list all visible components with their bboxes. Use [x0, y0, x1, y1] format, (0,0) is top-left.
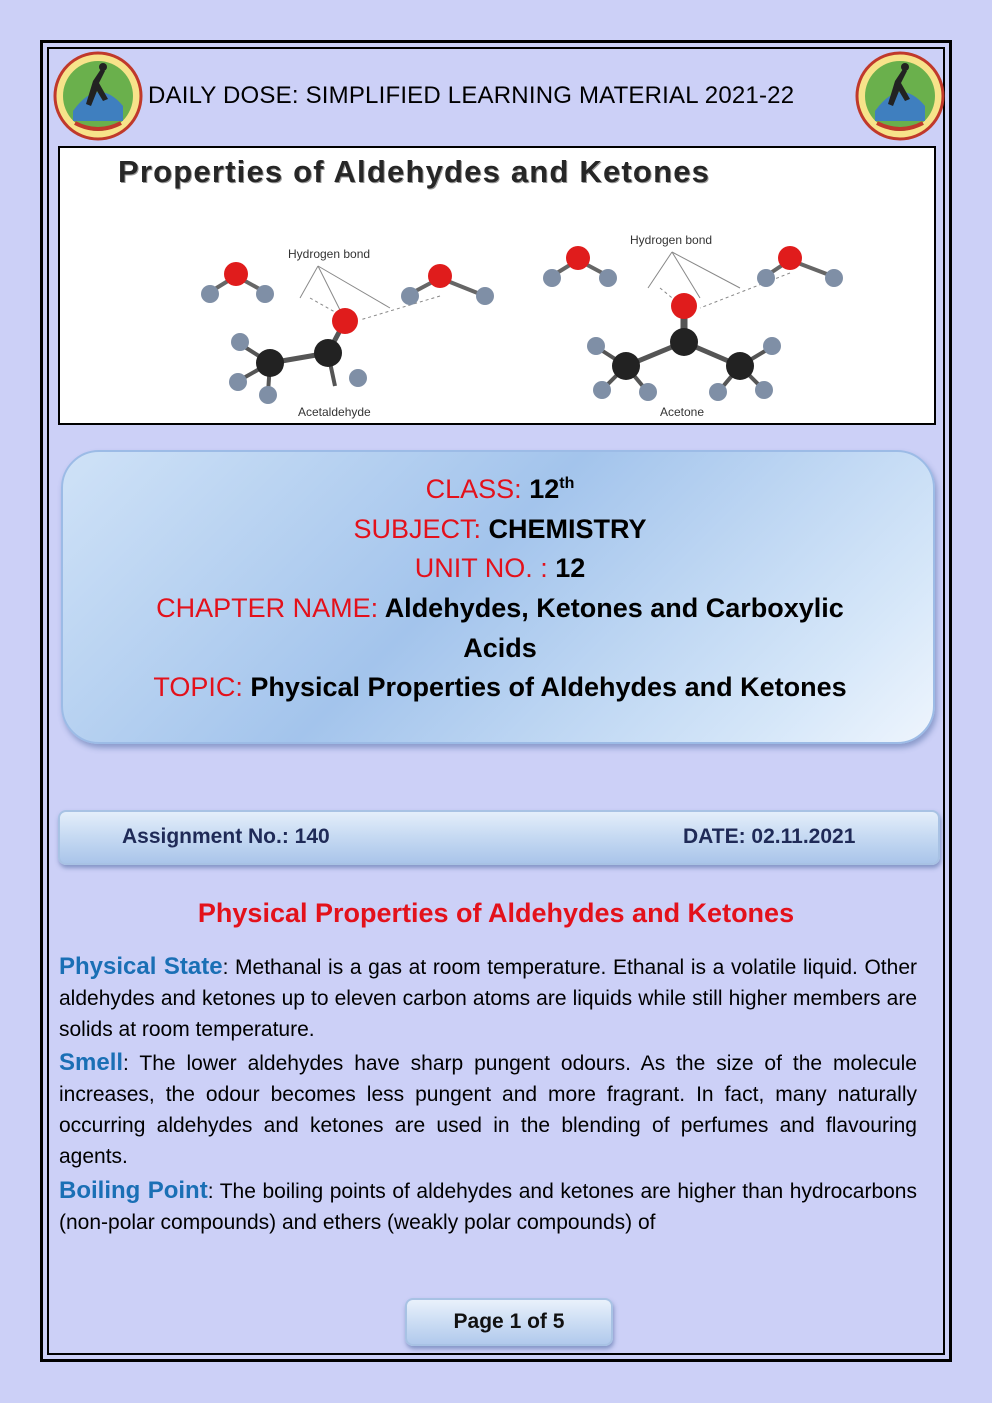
left-bond-label: Hydrogen bond — [288, 247, 371, 261]
chapter-value: Aldehydes, Ketones and Carboxylic — [384, 593, 844, 623]
class-info-box — [61, 450, 935, 744]
term-boiling-point: Boiling Point — [59, 1177, 208, 1204]
paragraph-text: : Methanal is a gas at room temperature. Ethanal is a volatile liquid. Other aldehydes and ketones up to eleven carbon atoms are liquids while still higher members are solids at room temperature. — [59, 956, 917, 1041]
chapter-value-continued: Acids — [463, 633, 537, 663]
acetone-model — [543, 233, 843, 419]
paragraph-text: : The boiling points of aldehydes and ketones are higher than hydrocarbons (non-polar compounds) and ethers (weakly polar compounds) of — [59, 1180, 917, 1234]
topic-line — [63, 672, 937, 703]
right-molecule-name: Acetone — [660, 405, 705, 419]
left-molecule-name: Acetaldehyde — [298, 405, 371, 419]
chapter-line-2 — [63, 633, 937, 664]
assignment-date: DATE: 02.11.2021 — [683, 825, 856, 848]
banner-title: Properties of Aldehydes and Ketones — [118, 154, 711, 189]
subject-value: CHEMISTRY — [488, 514, 647, 544]
class-superscript: th — [559, 475, 575, 492]
assignment-bar — [58, 810, 940, 865]
chapter-label: CHAPTER NAME: — [156, 593, 379, 623]
paragraph-smell — [59, 1047, 917, 1172]
school-logo-right — [855, 51, 945, 141]
banner-image — [58, 146, 936, 425]
subject-line — [63, 514, 937, 545]
class-line — [63, 474, 937, 505]
topic-value: Physical Properties of Aldehydes and Ketones — [250, 672, 847, 702]
acetaldehyde-model — [201, 247, 494, 419]
assignment-number: Assignment No.: 140 — [122, 825, 330, 848]
topic-label: TOPIC: — [153, 672, 243, 702]
subject-label: SUBJECT: — [353, 514, 481, 544]
term-physical-state: Physical State — [59, 953, 223, 980]
section-title: Physical Properties of Aldehydes and Ketones — [197, 898, 795, 928]
unit-label: UNIT NO. : — [414, 553, 548, 583]
paragraph-boiling-point — [59, 1175, 917, 1238]
right-bond-label: Hydrogen bond — [630, 233, 713, 247]
school-logo-left — [53, 51, 143, 141]
page-indicator: Page 1 of 5 — [405, 1298, 613, 1346]
molecule-illustration — [60, 148, 936, 425]
paragraph-text: : The lower aldehydes have sharp pungent odours. As the size of the molecule increases, the odour becomes less pungent and more fragrant. In fact, many naturally occurring aldehydes and ketones are used in the blending of perfumes and flavouring agents. — [59, 1052, 917, 1168]
unit-line — [63, 553, 937, 584]
class-value: 12 — [529, 474, 560, 504]
unit-value: 12 — [555, 553, 586, 583]
class-label: CLASS: — [425, 474, 522, 504]
header-title: DAILY DOSE: SIMPLIFIED LEARNING MATERIAL 2021-22 — [148, 82, 795, 109]
paragraph-physical-state — [59, 951, 917, 1045]
term-smell: Smell — [59, 1049, 124, 1076]
chapter-line — [63, 593, 937, 624]
